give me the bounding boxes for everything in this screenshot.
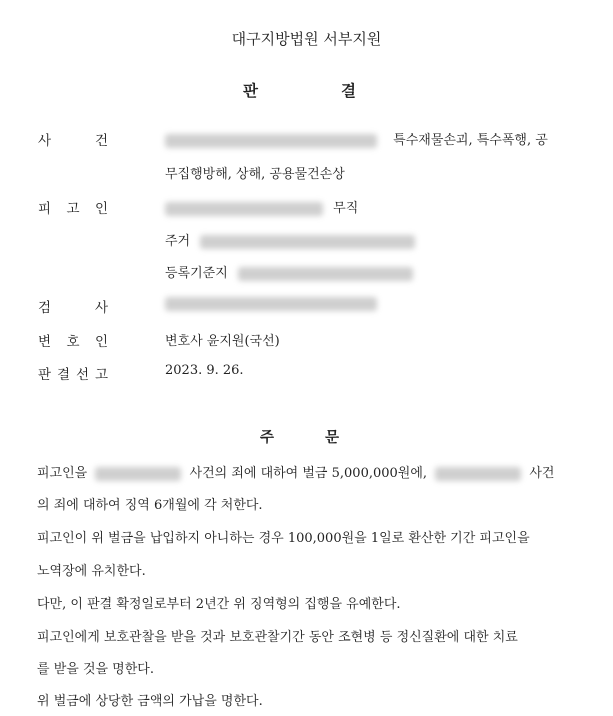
order-title-char-1: 주 xyxy=(260,429,275,446)
defendant-registry xyxy=(165,262,413,281)
defendant-occupation: 무직 xyxy=(333,201,359,216)
order-paragraph-4a: 피고인에게 보호관찰을 받을 것과 보호관찰기간 동안 조현병 등 정신질환에 대한 치료 xyxy=(37,630,518,645)
case-charges-line1: 특수재물손괴, 특수폭행, 공 xyxy=(393,133,548,148)
registry-label: 등록기준지 xyxy=(165,266,228,281)
defendant-address xyxy=(165,230,415,249)
order-paragraph-3: 다만, 이 판결 확정일로부터 2년간 위 징역형의 집행을 유예한다. xyxy=(37,597,401,612)
order-paragraph-1b: 의 죄에 대하여 징역 6개월에 각 처한다. xyxy=(37,498,263,513)
verdict-date-value: 2023. 9. 26. xyxy=(165,363,244,378)
order-paragraph-1a: 피고인을 사건의 죄에 대하여 벌금 5,000,000원에, 사건 xyxy=(37,466,555,481)
address-label: 주거 xyxy=(165,234,191,249)
court-name: 대구지방법원 서부지원 xyxy=(231,30,382,48)
prosecutor-label: 검 사 xyxy=(38,300,108,316)
verdict-date-label: 판 결 선 고 xyxy=(38,367,108,383)
redacted-prosecutor xyxy=(165,297,377,311)
order-paragraph-2b: 노역장에 유치한다. xyxy=(37,564,146,579)
prosecutor-value xyxy=(165,296,377,311)
order-title-char-2: 문 xyxy=(325,429,340,446)
redacted-case-2 xyxy=(435,467,521,481)
document-title-char-2: 결 xyxy=(341,81,356,100)
document-title-char-1: 판 xyxy=(243,81,258,100)
defendant-label: 피 고 인 xyxy=(38,201,108,217)
case-label: 사 건 xyxy=(38,133,108,149)
redacted-address xyxy=(200,235,415,249)
order-paragraph-2a: 피고인이 위 벌금을 납입하지 아니하는 경우 100,000원을 1일로 환산한 기간 피고인을 xyxy=(37,531,530,546)
redacted-registry xyxy=(238,267,413,281)
defendant-value xyxy=(165,197,358,216)
order-paragraph-4b: 를 받을 것을 명한다. xyxy=(37,662,154,677)
redacted-case-number xyxy=(165,134,377,148)
counsel-label: 변 호 인 xyxy=(38,334,108,350)
case-charges-line2: 무집행방해, 상해, 공용물건손상 xyxy=(165,167,345,182)
case-value-line1 xyxy=(165,129,548,148)
counsel-value: 변호사 윤지원(국선) xyxy=(165,334,280,349)
redacted-defendant-name xyxy=(165,202,323,216)
order-paragraph-5: 위 벌금에 상당한 금액의 가납을 명한다. xyxy=(37,694,263,709)
redacted-case-1 xyxy=(95,467,181,481)
